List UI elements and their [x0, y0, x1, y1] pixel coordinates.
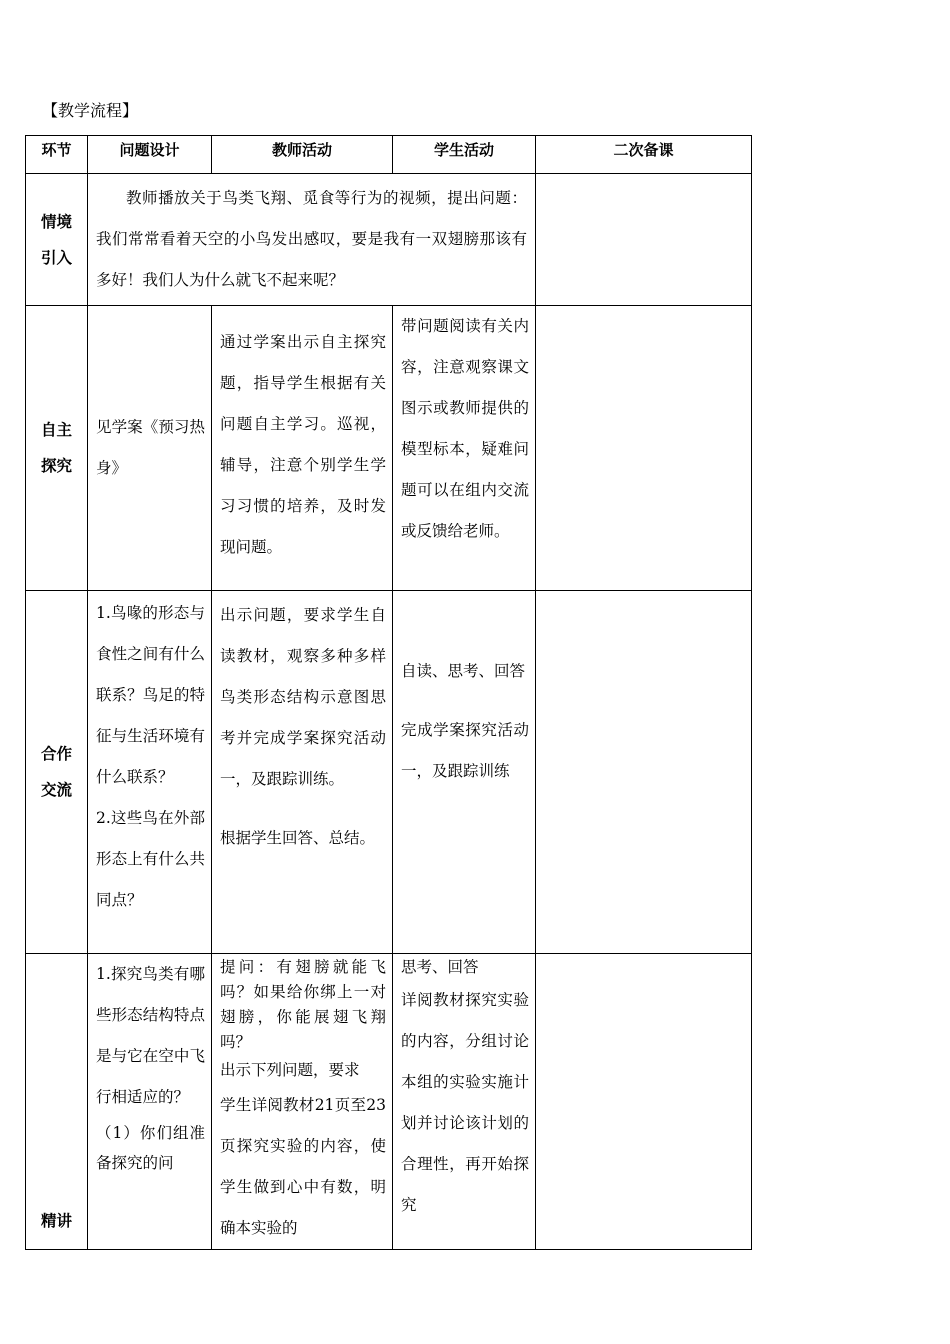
intro-text: 教师播放关于鸟类飞翔、觅食等行为的视频，提出问题：我们常常看着天空的小鸟发出感叹，要是我有一双翅膀那该有多好！我们人为什么就飞不起来呢？ — [96, 189, 527, 289]
second-prep-intro — [536, 174, 752, 306]
second-prep-lecture — [536, 954, 752, 1250]
student-lecture: 思考、回答 详阅教材探究实验的内容，分组讨论本组的实验实施计划并讨论该计划的合理性，再开始探究 — [393, 954, 536, 1250]
stage-cooperate: 合作 交流 — [26, 591, 88, 954]
student-cooperate: 自读、思考、回答 完成学案探究活动一，及跟踪训练 — [393, 591, 536, 954]
row-lecture — [26, 954, 752, 1250]
header-row — [26, 136, 752, 174]
teacher-cooperate: 出示问题，要求学生自读教材，观察多种多样鸟类形态结构示意图思考并完成学案探究活动一，及跟踪训练。 根据学生回答、总结。 — [212, 591, 393, 954]
question-lecture: 1.探究鸟类有哪些形态结构特点是与它在空中飞行相适应的？ （1）你们组准备探究的问 — [88, 954, 212, 1250]
row-cooperate — [26, 591, 752, 954]
header-student-activity: 学生活动 — [393, 136, 536, 174]
header-second-prep: 二次备课 — [536, 136, 752, 174]
teacher-explore: 通过学案出示自主探究题，指导学生根据有关问题自主学习。巡视，辅导，注意个别学生学习习惯的培养，及时发现问题。 — [212, 306, 393, 591]
second-prep-explore — [536, 306, 752, 591]
teaching-flow-table — [25, 135, 752, 1250]
second-prep-cooperate — [536, 591, 752, 954]
student-explore: 带问题阅读有关内容，注意观察课文图示或教师提供的模型标本，疑难问题可以在组内交流或反馈给老师。 — [393, 306, 536, 591]
header-stage: 环节 — [26, 136, 88, 174]
stage-lecture: 精讲 — [26, 954, 88, 1250]
stage-intro: 情境 引入 — [26, 174, 88, 306]
question-explore: 见学案《预习热身》 — [88, 306, 212, 591]
question-cooperate: 1.鸟喙的形态与食性之间有什么联系？鸟足的特征与生活环境有什么联系？ 2.这些鸟在外部形态上有什么共同点？ — [88, 591, 212, 954]
row-intro — [26, 174, 752, 306]
teacher-lecture: 提问：有翅膀就能飞吗？如果给你绑上一对翅膀，你能展翅飞翔吗？ 出示下列问题，要求 学生详阅教材21页至23页探究实验的内容，使学生做到心中有数，明确本实验的 — [212, 954, 393, 1250]
intro-text-cell — [88, 174, 536, 306]
header-teacher-activity: 教师活动 — [212, 136, 393, 174]
row-explore — [26, 306, 752, 591]
header-question-design: 问题设计 — [88, 136, 212, 174]
stage-explore: 自主 探究 — [26, 306, 88, 591]
section-title: 【教学流程】 — [42, 101, 139, 120]
